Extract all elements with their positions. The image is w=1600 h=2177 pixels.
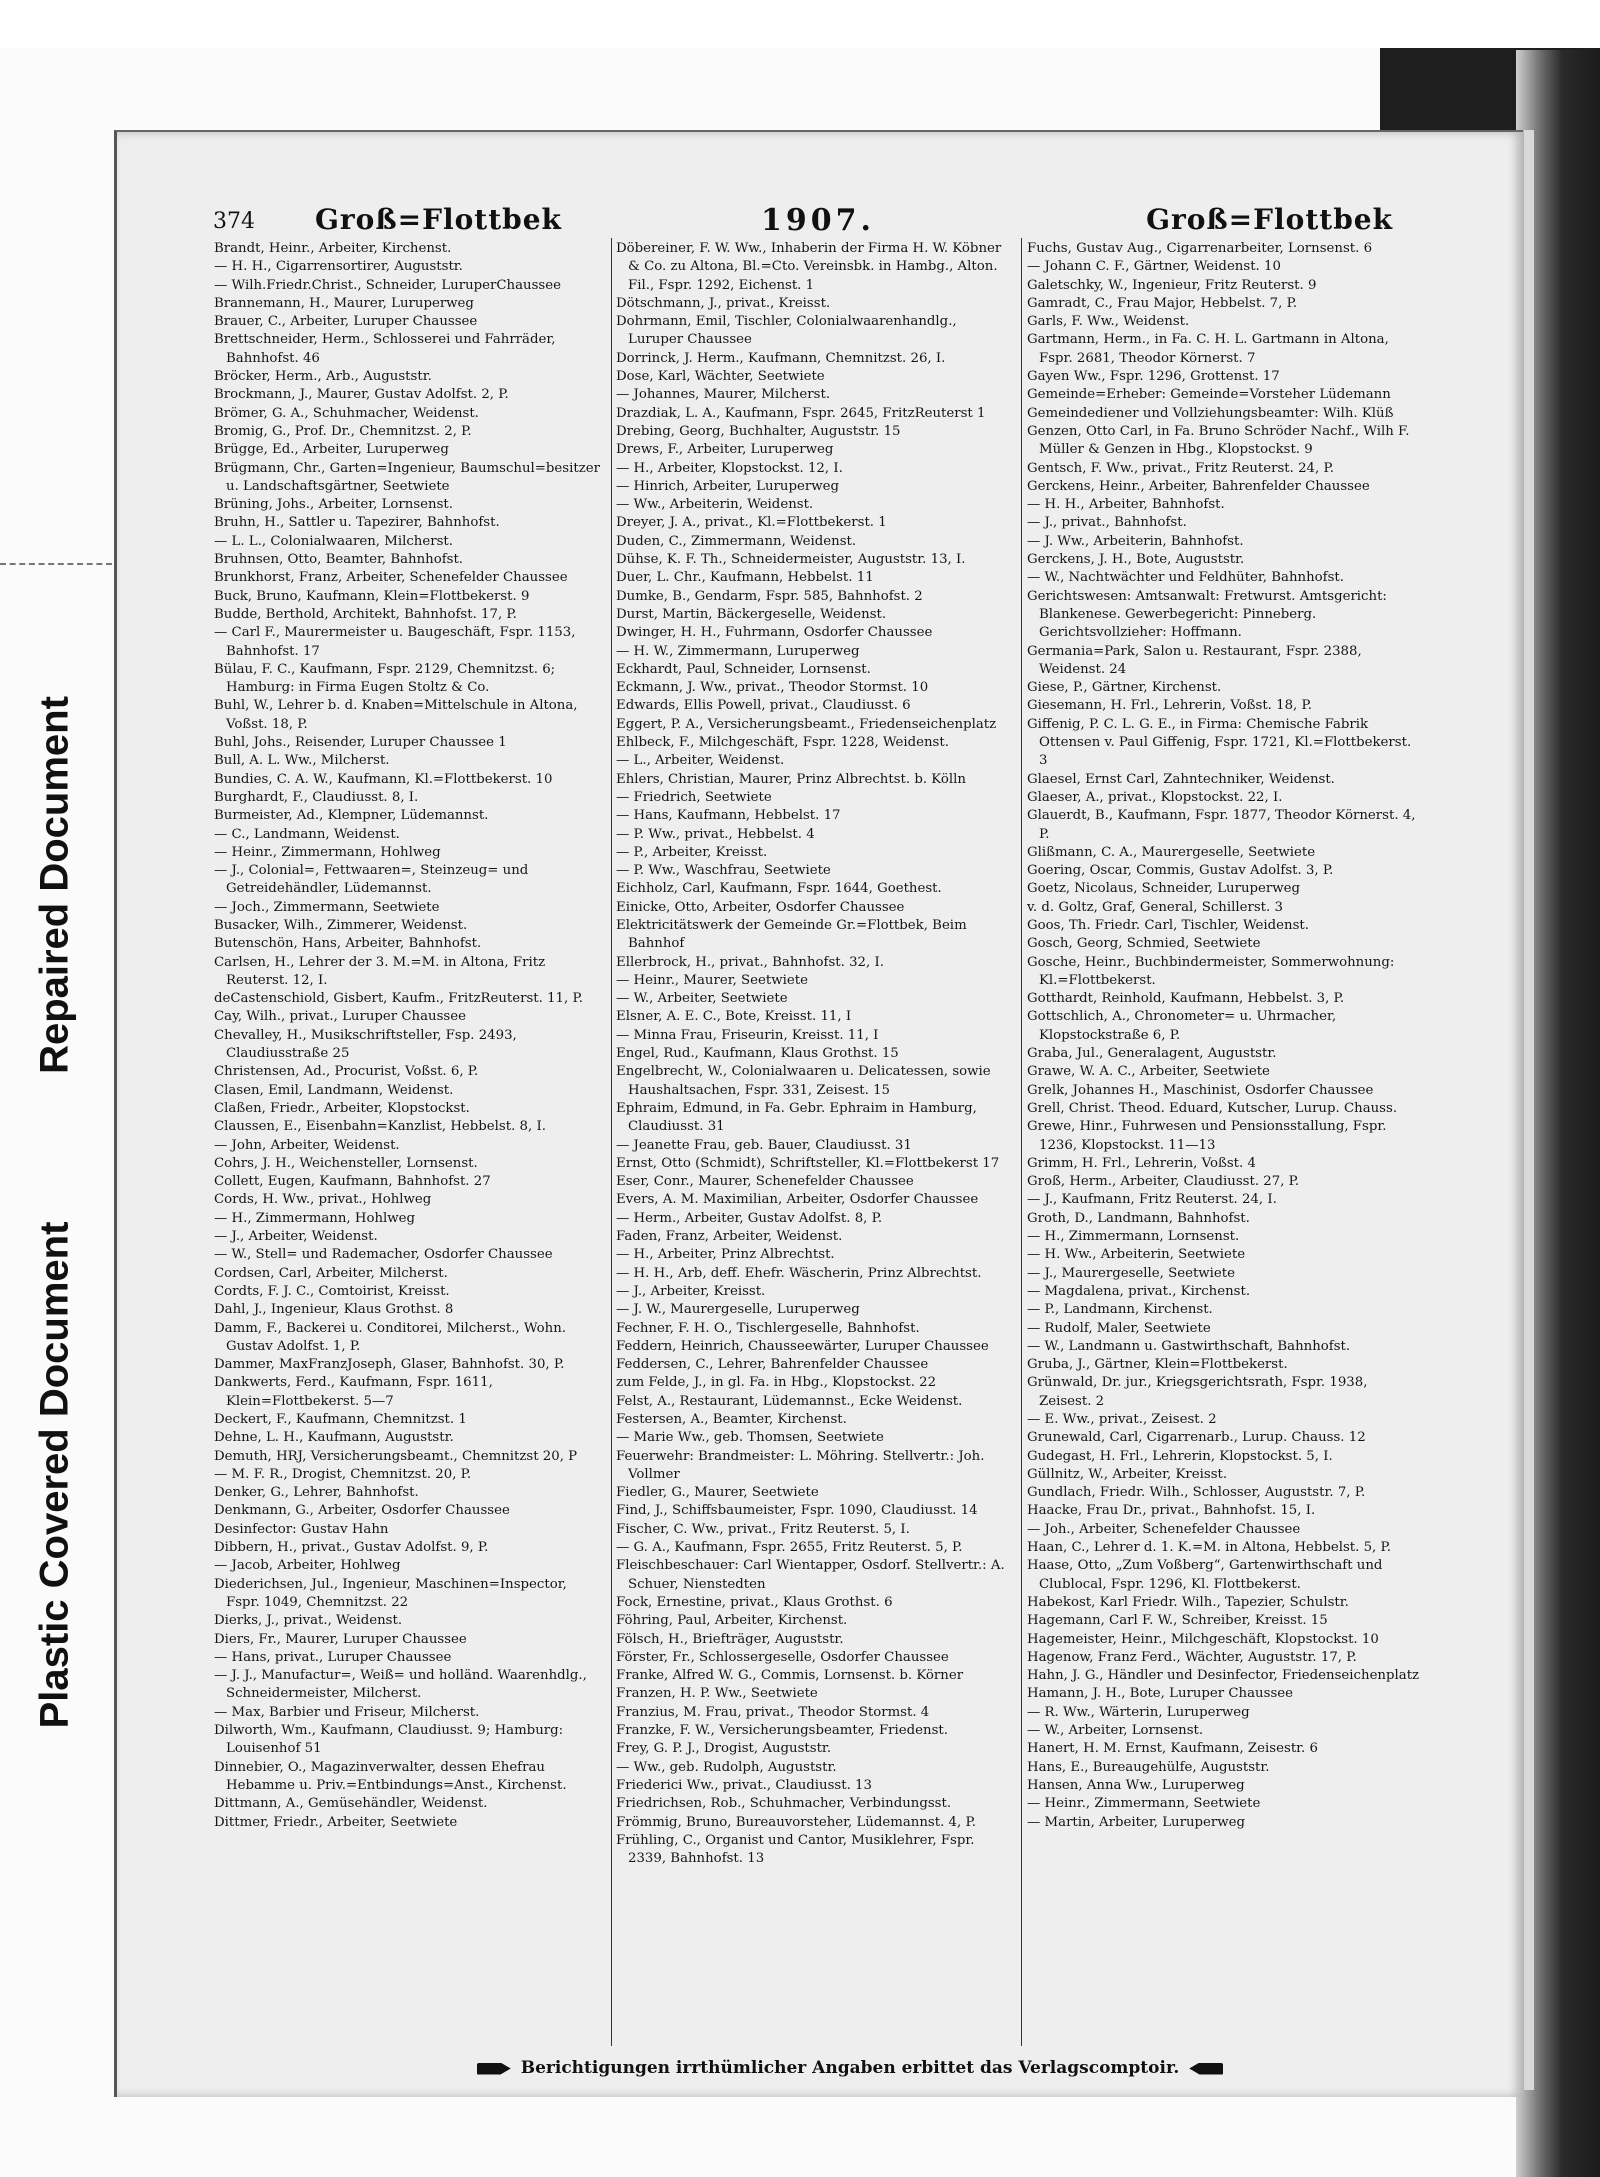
directory-entry: Brettschneider, Herm., Schlosserei und Fahrräder, Bahnhofst. 46 bbox=[214, 332, 556, 366]
directory-entry: Drews, F., Arbeiter, Luruperweg bbox=[616, 442, 834, 458]
directory-entry: — Heinr., Maurer, Seetwiete bbox=[616, 972, 808, 988]
directory-entry: Duden, C., Zimmermann, Weidenst. bbox=[616, 533, 857, 549]
directory-entry: — H., Arbeiter, Klopstockst. 12, I. bbox=[616, 460, 843, 476]
directory-entry: Ellerbrock, H., privat., Bahnhofst. 32, I. bbox=[616, 954, 884, 970]
directory-entry: Dehne, L. H., Kaufmann, Auguststr. bbox=[214, 1430, 454, 1446]
directory-entry: — Ww., Arbeiterin, Weidenst. bbox=[616, 497, 814, 513]
directory-entry: Brauer, C., Arbeiter, Luruper Chaussee bbox=[214, 314, 478, 330]
directory-entry: Frühling, C., Organist und Cantor, Musiklehrer, Fspr. 2339, Bahnhofst. 13 bbox=[616, 1832, 975, 1867]
directory-entry: — Johannes, Maurer, Milcherst. bbox=[616, 387, 831, 403]
directory-entry: — H. H., Cigarrensortirer, Auguststr. bbox=[214, 259, 463, 275]
directory-entry: Brügmann, Chr., Garten=Ingenieur, Baumschul=besitzer u. Landschaftsgärtner, Seetwiete bbox=[214, 460, 600, 494]
directory-entry: — Carl F., Maurermeister u. Baugeschäft, Fspr. 1153, Bahnhofst. 17 bbox=[214, 625, 576, 659]
directory-entry: Dorrinck, J. Herm., Kaufmann, Chemnitzst. 26, I. bbox=[616, 350, 946, 366]
pointing-hand-icon bbox=[477, 2063, 511, 2075]
directory-entry: — Martin, Arbeiter, Luruperweg bbox=[1027, 1814, 1246, 1830]
directory-entry: Döbereiner, F. W. Ww., Inhaberin der Firma H. W. Köbner & Co. zu Altona, Bl.=Cto. Vereinsbk. in Hambg., Alton. Fil., Fspr. 1292, Eichenst. 1 bbox=[616, 241, 1002, 293]
directory-entry: Gemeinde=Erheber: Gemeinde=Vorsteher Lüdemann bbox=[1027, 387, 1391, 403]
directory-entry: — E. Ww., privat., Zeisest. 2 bbox=[1027, 1412, 1217, 1427]
directory-entry: Gosche, Heinr., Buchbindermeister, Sommerwohnung: Kl.=Flottbekerst. bbox=[1027, 954, 1395, 988]
directory-entry: Dittmann, A., Gemüsehändler, Weidenst. bbox=[214, 1796, 488, 1812]
directory-entry: Dohrmann, Emil, Tischler, Colonialwaarenhandlg., Luruper Chaussee bbox=[616, 314, 957, 348]
directory-entry: — Wilh.Friedr.Christ., Schneider, LuruperChaussee bbox=[214, 277, 561, 293]
directory-entry: Damm, F., Backerei u. Conditorei, Milcherst., Wohn. Gustav Adolfst. 1, P. bbox=[214, 1320, 567, 1354]
directory-entry: Fölsch, H., Briefträger, Auguststr. bbox=[616, 1631, 844, 1647]
directory-entry: — L. L., Colonialwaaren, Milcherst. bbox=[214, 533, 453, 549]
directory-entry: Dierks, J., privat., Weidenst. bbox=[214, 1613, 403, 1629]
directory-entry: Eichholz, Carl, Kaufmann, Fspr. 1644, Goethest. bbox=[616, 881, 942, 897]
directory-entry: Einicke, Otto, Arbeiter, Osdorfer Chaussee bbox=[616, 899, 905, 915]
directory-entry: Habekost, Karl Friedr. Wilh., Tapezier, Schulstr. bbox=[1027, 1594, 1349, 1610]
directory-entry: Edwards, Ellis Powell, privat., Claudiusst. 6 bbox=[616, 698, 911, 714]
directory-entry: — R. Ww., Wärterin, Luruperweg bbox=[1027, 1704, 1250, 1720]
directory-entry: Gartmann, Herm., in Fa. C. H. L. Gartmann in Altona, Fspr. 2681, Theodor Körnerst. 7 bbox=[1027, 332, 1389, 366]
running-title-left: Groß=Flottbek bbox=[315, 203, 562, 236]
directory-entry: Durst, Martin, Bäckergeselle, Weidenst. bbox=[616, 606, 887, 622]
directory-entry: Carlsen, H., Lehrer der 3. M.=M. in Altona, Fritz Reuterst. 12, I. bbox=[214, 954, 546, 988]
directory-entry: Diers, Fr., Maurer, Luruper Chaussee bbox=[214, 1631, 467, 1647]
directory-entry: Gotthardt, Reinhold, Kaufmann, Hebbelst. 3, P. bbox=[1027, 991, 1345, 1007]
directory-column-3 bbox=[1027, 240, 1423, 2045]
directory-entry: — J., Maurergeselle, Seetwiete bbox=[1027, 1265, 1235, 1281]
directory-entry: Glauerdt, B., Kaufmann, Fspr. 1877, Theodor Körnerst. 4, P. bbox=[1027, 808, 1416, 842]
directory-entry: Goos, Th. Friedr. Carl, Tischler, Weidenst. bbox=[1027, 917, 1309, 933]
pointing-hand-icon bbox=[1189, 2063, 1223, 2075]
directory-entry: Cords, H. Ww., privat., Hohlweg bbox=[214, 1192, 432, 1208]
directory-entry: Glaeser, A., privat., Klopstockst. 22, I. bbox=[1027, 789, 1283, 805]
directory-entry: — P., Arbeiter, Kreisst. bbox=[616, 844, 768, 860]
directory-entry: Diederichsen, Jul., Ingenieur, Maschinen=Inspector, Fspr. 1049, Chemnitzst. 22 bbox=[214, 1576, 567, 1610]
directory-entry: Drebing, Georg, Buchhalter, Auguststr. 15 bbox=[616, 423, 901, 439]
directory-entry: — Rudolf, Maler, Seetwiete bbox=[1027, 1320, 1211, 1336]
directory-entry: Hanert, H. M. Ernst, Kaufmann, Zeisestr. 6 bbox=[1027, 1741, 1318, 1757]
directory-entry: Hagenow, Franz Ferd., Wächter, Auguststr. 17, P. bbox=[1027, 1649, 1357, 1665]
directory-entry: Busacker, Wilh., Zimmerer, Weidenst. bbox=[214, 917, 468, 933]
directory-entry: Gentsch, F. Ww., privat., Fritz Reuterst. 24, P. bbox=[1027, 460, 1334, 476]
directory-entry: Franzke, F. W., Versicherungsbeamter, Friedenst. bbox=[616, 1723, 948, 1739]
directory-entry: Hamann, J. H., Bote, Luruper Chaussee bbox=[1027, 1686, 1294, 1702]
directory-entry: zum Felde, J., in gl. Fa. in Hbg., Klopstockst. 22 bbox=[616, 1375, 937, 1391]
directory-entry: Butenschön, Hans, Arbeiter, Bahnhofst. bbox=[214, 936, 482, 952]
directory-entry: — C., Landmann, Weidenst. bbox=[214, 826, 400, 842]
directory-entry: Hansen, Anna Ww., Luruperweg bbox=[1027, 1777, 1245, 1793]
directory-entry: — J., Colonial=, Fettwaaren=, Steinzeug= und Getreidehändler, Lüdemannst. bbox=[214, 863, 529, 897]
directory-entry: Felst, A., Restaurant, Lüdemannst., Ecke Weidenst. bbox=[616, 1393, 963, 1409]
directory-entry: Cay, Wilh., privat., Luruper Chaussee bbox=[214, 1009, 466, 1025]
directory-entry: Bromig, G., Prof. Dr., Chemnitzst. 2, P. bbox=[214, 423, 472, 439]
directory-entry: Engelbrecht, W., Colonialwaaren u. Delicatessen, sowie Haushaltsachen, Fspr. 331, Zeisest. 15 bbox=[616, 1064, 991, 1098]
directory-entry: Giese, P., Gärtner, Kirchenst. bbox=[1027, 680, 1222, 696]
directory-entry: Bruhnsen, Otto, Beamter, Bahnhofst. bbox=[214, 552, 464, 568]
directory-entry: Buhl, W., Lehrer b. d. Knaben=Mittelschule in Altona, Voßst. 18, P. bbox=[214, 698, 578, 732]
directory-entry: Dinnebier, O., Magazinverwalter, dessen Ehefrau Hebamme u. Priv.=Entbindungs=Anst., Kirchenst. bbox=[214, 1759, 567, 1793]
directory-entry: — W., Nachtwächter und Feldhüter, Bahnhofst. bbox=[1027, 570, 1344, 586]
directory-entry: Brockmann, J., Maurer, Gustav Adolfst. 2, P. bbox=[214, 387, 509, 403]
directory-entry: — Heinr., Zimmermann, Seetwiete bbox=[1027, 1796, 1261, 1812]
directory-entry: — Max, Barbier und Friseur, Milcherst. bbox=[214, 1704, 480, 1720]
directory-entry: — W., Landmann u. Gastwirthschaft, Bahnhofst. bbox=[1027, 1338, 1351, 1354]
directory-entry: Friederici Ww., privat., Claudiusst. 13 bbox=[616, 1777, 872, 1793]
directory-entry: — P. Ww., privat., Hebbelst. 4 bbox=[616, 826, 815, 842]
directory-entry: Glaesel, Ernst Carl, Zahntechniker, Weidenst. bbox=[1027, 771, 1335, 787]
directory-entry: Dötschmann, J., privat., Kreisst. bbox=[616, 295, 831, 311]
directory-entry: — Jeanette Frau, geb. Bauer, Claudiusst. 31 bbox=[616, 1137, 912, 1153]
directory-entry: — Johann C. F., Gärtner, Weidenst. 10 bbox=[1027, 259, 1281, 275]
directory-entry: Brunkhorst, Franz, Arbeiter, Schenefelder Chaussee bbox=[214, 570, 568, 586]
directory-entry: Grunewald, Carl, Cigarrenarb., Lurup. Chauss. 12 bbox=[1027, 1430, 1366, 1446]
directory-entry: — H., Arbeiter, Prinz Albrechtst. bbox=[616, 1247, 835, 1263]
directory-entry: Feddersen, C., Lehrer, Bahrenfelder Chaussee bbox=[616, 1357, 929, 1373]
directory-entry: Eckmann, J. Ww., privat., Theodor Stormst. 10 bbox=[616, 680, 929, 696]
directory-entry: — Minna Frau, Friseurin, Kreisst. 11, I bbox=[616, 1027, 879, 1043]
directory-entry: Evers, A. M. Maximilian, Arbeiter, Osdorfer Chaussee bbox=[616, 1192, 979, 1208]
directory-entry: Claßen, Friedr., Arbeiter, Klopstockst. bbox=[214, 1100, 470, 1116]
directory-entry: Clasen, Emil, Landmann, Weidenst. bbox=[214, 1082, 454, 1098]
directory-entry: Dühse, K. F. Th., Schneidermeister, Auguststr. 13, I. bbox=[616, 552, 966, 568]
directory-entry: Elektricitätswerk der Gemeinde Gr.=Flottbek, Beim Bahnhof bbox=[616, 917, 967, 952]
directory-entry: deCastenschiold, Gisbert, Kaufm., FritzReuterst. 11, P. bbox=[214, 991, 583, 1007]
directory-entry: Grawe, W. A. C., Arbeiter, Seetwiete bbox=[1027, 1064, 1270, 1080]
directory-entry: Dibbern, H., privat., Gustav Adolfst. 9, P. bbox=[214, 1540, 489, 1556]
directory-entry: Franke, Alfred W. G., Commis, Lornsenst. b. Körner bbox=[616, 1668, 964, 1684]
directory-entry: — H. Ww., Arbeiterin, Seetwiete bbox=[1027, 1247, 1246, 1263]
directory-entry: Graba, Jul., Generalagent, Auguststr. bbox=[1027, 1046, 1277, 1062]
directory-entry: Gemeindediener und Vollziehungsbeamter: Wilh. Klüß bbox=[1027, 405, 1394, 421]
directory-entry: Grell, Christ. Theod. Eduard, Kutscher, Lurup. Chauss. bbox=[1027, 1100, 1398, 1116]
directory-entry: Fischer, C. Ww., privat., Fritz Reuterst. 5, I. bbox=[616, 1521, 910, 1537]
directory-entry: Grimm, H. Frl., Lehrerin, Voßst. 4 bbox=[1027, 1155, 1256, 1171]
directory-entry: Duer, L. Chr., Kaufmann, Hebbelst. 11 bbox=[616, 570, 874, 586]
directory-entry: — Joch., Zimmermann, Seetwiete bbox=[214, 899, 440, 915]
directory-entry: Brömer, G. A., Schuhmacher, Weidenst. bbox=[214, 405, 479, 421]
directory-column-1 bbox=[214, 240, 604, 2045]
directory-entry: Garls, F. Ww., Weidenst. bbox=[1027, 314, 1190, 330]
directory-entry: — J., Kaufmann, Fritz Reuterst. 24, I. bbox=[1027, 1192, 1277, 1208]
directory-entry: — H. W., Zimmermann, Luruperweg bbox=[616, 643, 860, 659]
directory-entry: Haan, C., Lehrer d. 1. K.=M. in Altona, Hebbelst. 5, P. bbox=[1027, 1540, 1391, 1556]
directory-entry: Fuchs, Gustav Aug., Cigarrenarbeiter, Lornsenst. 6 bbox=[1027, 241, 1373, 256]
directory-entry: Bull, A. L. Ww., Milcherst. bbox=[214, 753, 390, 769]
directory-entry: — J., Arbeiter, Weidenst. bbox=[214, 1229, 378, 1245]
directory-entry: — Herm., Arbeiter, Gustav Adolfst. 8, P. bbox=[616, 1210, 883, 1226]
directory-entry: Friedrichsen, Rob., Schuhmacher, Verbindungsst. bbox=[616, 1796, 952, 1812]
directory-entry: Dankwerts, Ferd., Kaufmann, Fspr. 1611, Klein=Flottbekerst. 5—7 bbox=[214, 1375, 493, 1409]
directory-entry: Gottschlich, A., Chronometer= u. Uhrmacher, Klopstockstraße 6, P. bbox=[1027, 1009, 1337, 1043]
directory-entry: — W., Arbeiter, Seetwiete bbox=[616, 991, 788, 1007]
directory-entry: — J. Ww., Arbeiterin, Bahnhofst. bbox=[1027, 533, 1244, 549]
directory-entry: Galetschky, W., Ingenieur, Fritz Reuterst. 9 bbox=[1027, 277, 1317, 293]
directory-entry: Festersen, A., Beamter, Kirchenst. bbox=[616, 1412, 847, 1427]
directory-entry: Grewe, Hinr., Fuhrwesen und Pensionsstallung, Fspr. 1236, Klopstockst. 11—13 bbox=[1027, 1119, 1387, 1153]
directory-entry: Germania=Park, Salon u. Restaurant, Fspr. 2388, Weidenst. 24 bbox=[1027, 643, 1362, 677]
directory-entry: Genzen, Otto Carl, in Fa. Bruno Schröder Nachf., Wilh F. Müller & Genzen in Hbg., Klopstockst. 9 bbox=[1027, 423, 1410, 458]
directory-entry: Föhring, Paul, Arbeiter, Kirchenst. bbox=[616, 1613, 848, 1629]
directory-entry: Haacke, Frau Dr., privat., Bahnhofst. 15, I. bbox=[1027, 1503, 1316, 1519]
directory-entry: Elsner, A. E. C., Bote, Kreisst. 11, I bbox=[616, 1009, 852, 1025]
directory-entry: — H., Zimmermann, Lornsenst. bbox=[1027, 1229, 1240, 1245]
directory-entry: Gerckens, Heinr., Arbeiter, Bahrenfelder Chaussee bbox=[1027, 478, 1370, 494]
directory-entry: — Heinr., Zimmermann, Hohlweg bbox=[214, 844, 441, 860]
directory-entry: Buhl, Johs., Reisender, Luruper Chaussee 1 bbox=[214, 735, 507, 751]
repaired-label-text: Repaired Document bbox=[32, 696, 77, 1074]
directory-entry: Drazdiak, L. A., Kaufmann, Fspr. 2645, FritzReuterst 1 bbox=[616, 405, 986, 421]
directory-entry: — Jacob, Arbeiter, Hohlweg bbox=[214, 1558, 401, 1574]
column-rule bbox=[611, 238, 612, 2046]
repaired-document-label bbox=[22, 600, 88, 1170]
directory-entry: Ephraim, Edmund, in Fa. Gebr. Ephraim in Hamburg, Claudiusst. 31 bbox=[616, 1100, 977, 1135]
directory-entry: Gruba, J., Gärtner, Klein=Flottbekerst. bbox=[1027, 1357, 1288, 1373]
directory-entry: Gerckens, J. H., Bote, Auguststr. bbox=[1027, 552, 1245, 568]
directory-entry: Deckert, F., Kaufmann, Chemnitzst. 1 bbox=[214, 1412, 467, 1427]
directory-entry: Gayen Ww., Fspr. 1296, Grottenst. 17 bbox=[1027, 369, 1280, 385]
directory-entry: Förster, Fr., Schlossergeselle, Osdorfer Chaussee bbox=[616, 1649, 949, 1665]
directory-entry: — L., Arbeiter, Weidenst. bbox=[616, 753, 785, 769]
directory-entry: — H. H., Arbeiter, Bahnhofst. bbox=[1027, 497, 1225, 513]
directory-entry: — P., Landmann, Kirchenst. bbox=[1027, 1302, 1213, 1318]
directory-entry: Eggert, P. A., Versicherungsbeamt., Friedenseichenplatz bbox=[616, 716, 997, 732]
footer-text: Berichtigungen irrthümlicher Angaben erbittet das Verlagscomptoir. bbox=[520, 2058, 1180, 2078]
directory-entry: — P. Ww., Waschfrau, Seetwiete bbox=[616, 863, 831, 879]
directory-entry: Franzen, H. P. Ww., Seetwiete bbox=[616, 1686, 818, 1702]
divider-dashed bbox=[0, 563, 112, 565]
directory-entry: Grünwald, Dr. jur., Kriegsgerichtsrath, Fspr. 1938, Zeisest. 2 bbox=[1027, 1375, 1368, 1409]
directory-entry: — J. W., Maurergeselle, Luruperweg bbox=[616, 1302, 860, 1318]
directory-entry: Christensen, Ad., Procurist, Voßst. 6, P. bbox=[214, 1064, 479, 1080]
column-rule bbox=[1021, 238, 1022, 2046]
directory-entry: Hans, E., Bureaugehülfe, Auguststr. bbox=[1027, 1759, 1270, 1775]
directory-entry: v. d. Goltz, Graf, General, Schillerst. 3 bbox=[1027, 899, 1283, 915]
directory-entry: Goering, Oscar, Commis, Gustav Adolfst. 3, P. bbox=[1027, 863, 1334, 879]
directory-entry: Eser, Conr., Maurer, Schenefelder Chaussee bbox=[616, 1174, 914, 1190]
directory-entry: Hagemeister, Heinr., Milchgeschäft, Klopstockst. 10 bbox=[1027, 1631, 1379, 1647]
directory-entry: Brüning, Johs., Arbeiter, Lornsenst. bbox=[214, 497, 453, 513]
directory-entry: Collett, Eugen, Kaufmann, Bahnhofst. 27 bbox=[214, 1174, 491, 1190]
page-header bbox=[213, 203, 1393, 237]
directory-entry: — John, Arbeiter, Weidenst. bbox=[214, 1137, 400, 1153]
running-title-right: Groß=Flottbek bbox=[1146, 203, 1393, 236]
directory-entry: Gudegast, H. Frl., Lehrerin, Klopstockst. 5, I. bbox=[1027, 1448, 1333, 1464]
directory-entry: — Marie Ww., geb. Thomsen, Seetwiete bbox=[616, 1430, 884, 1446]
directory-entry: Denkmann, G., Arbeiter, Osdorfer Chaussee bbox=[214, 1503, 510, 1519]
directory-entry: Faden, Franz, Arbeiter, Weidenst. bbox=[616, 1229, 843, 1245]
directory-entry: Dilworth, Wm., Kaufmann, Claudiusst. 9; Hamburg: Louisenhof 51 bbox=[214, 1723, 564, 1757]
directory-entry: Feuerwehr: Brandmeister: L. Möhring. Stellvertr.: Joh. Vollmer bbox=[616, 1448, 985, 1482]
directory-entry: Giffenig, P. C. L. G. E., in Firma: Chemische Fabrik Ottensen v. Paul Giffenig, Fspr. 1721, Kl.=Flottbekerst. 3 bbox=[1027, 716, 1412, 769]
next-page-edge bbox=[1524, 130, 1534, 2090]
directory-entry: Franzius, M. Frau, privat., Theodor Stormst. 4 bbox=[616, 1704, 930, 1720]
directory-entry: — W., Stell= und Rademacher, Osdorfer Chaussee bbox=[214, 1247, 553, 1263]
directory-entry: Bruhn, H., Sattler u. Tapezirer, Bahnhofst. bbox=[214, 515, 500, 531]
directory-entry: — Hans, Kaufmann, Hebbelst. 17 bbox=[616, 808, 841, 824]
page-footer bbox=[420, 2058, 1280, 2078]
year-heading: 1907. bbox=[761, 203, 875, 238]
directory-column-2 bbox=[616, 240, 1012, 2045]
directory-entry: Demuth, HRJ, Versicherungsbeamt., Chemnitzst 20, P bbox=[214, 1448, 578, 1464]
directory-entry: Dose, Karl, Wächter, Seetwiete bbox=[616, 369, 825, 385]
plastic-covered-label bbox=[22, 1195, 88, 1755]
directory-entry: Goetz, Nicolaus, Schneider, Luruperweg bbox=[1027, 881, 1301, 897]
directory-entry: Hahn, J. G., Händler und Desinfector, Friedenseichenplatz bbox=[1027, 1668, 1420, 1684]
directory-entry: Brügge, Ed., Arbeiter, Luruperweg bbox=[214, 442, 449, 458]
directory-entry: Grelk, Johannes H., Maschinist, Osdorfer Chaussee bbox=[1027, 1082, 1374, 1098]
directory-entry: Gamradt, C., Frau Major, Hebbelst. 7, P. bbox=[1027, 295, 1298, 311]
directory-entry: Ehlers, Christian, Maurer, Prinz Albrechtst. b. Kölln bbox=[616, 771, 966, 787]
directory-entry: Fock, Ernestine, privat., Klaus Grothst. 6 bbox=[616, 1594, 893, 1610]
directory-entry: Eckhardt, Paul, Schneider, Lornsenst. bbox=[616, 661, 871, 677]
directory-entry: Cordts, F. J. C., Comtoirist, Kreisst. bbox=[214, 1283, 450, 1299]
directory-entry: Hagemann, Carl F. W., Schreiber, Kreisst. 15 bbox=[1027, 1613, 1328, 1629]
directory-entry: — Magdalena, privat., Kirchenst. bbox=[1027, 1283, 1251, 1299]
directory-entry: Brandt, Heinr., Arbeiter, Kirchenst. bbox=[214, 241, 452, 256]
directory-entry: — Hinrich, Arbeiter, Luruperweg bbox=[616, 478, 839, 494]
directory-entry: — H., Zimmermann, Hohlweg bbox=[214, 1210, 416, 1226]
directory-entry: Bundies, C. A. W., Kaufmann, Kl.=Flottbekerst. 10 bbox=[214, 771, 553, 787]
directory-entry: Gerichtswesen: Amtsanwalt: Fretwurst. Amtsgericht: Blankenese. Gewerbegericht: Pinneberg. Gerichtsvollzieher: Hoffmann. bbox=[1027, 588, 1387, 641]
directory-entry: Ehlbeck, F., Milchgeschäft, Fspr. 1228, Weidenst. bbox=[616, 735, 949, 751]
directory-entry: Fechner, F. H. O., Tischlergeselle, Bahnhofst. bbox=[616, 1320, 920, 1336]
directory-entry: Dreyer, J. A., privat., Kl.=Flottbekerst. 1 bbox=[616, 515, 887, 531]
directory-entry: — J., Arbeiter, Kreisst. bbox=[616, 1283, 766, 1299]
directory-entry: — J. J., Manufactur=, Weiß= und holländ. Waarenhdlg., Schneidermeister, Milcherst. bbox=[214, 1668, 587, 1702]
directory-entry: Frey, G. P. J., Drogist, Auguststr. bbox=[616, 1741, 832, 1757]
directory-entry: Burmeister, Ad., Klempner, Lüdemannst. bbox=[214, 808, 489, 824]
directory-entry: — H. H., Arb, deff. Ehefr. Wäscherin, Prinz Albrechtst. bbox=[616, 1265, 982, 1281]
directory-entry: Cohrs, J. H., Weichensteller, Lornsenst. bbox=[214, 1155, 478, 1171]
directory-entry: Gosch, Georg, Schmied, Seetwiete bbox=[1027, 936, 1261, 952]
directory-entry: Cordsen, Carl, Arbeiter, Milcherst. bbox=[214, 1265, 448, 1281]
directory-entry: Budde, Berthold, Architekt, Bahnhofst. 17, P. bbox=[214, 606, 517, 622]
directory-entry: Groß, Herm., Arbeiter, Claudiusst. 27, P. bbox=[1027, 1174, 1300, 1190]
directory-entry: — J., privat., Bahnhofst. bbox=[1027, 515, 1187, 531]
directory-entry: Groth, D., Landmann, Bahnhofst. bbox=[1027, 1210, 1250, 1226]
directory-entry: Buck, Bruno, Kaufmann, Klein=Flottbekerst. 9 bbox=[214, 588, 530, 604]
directory-entry: Dwinger, H. H., Fuhrmann, Osdorfer Chaussee bbox=[616, 625, 933, 641]
directory-entry: Dumke, B., Gendarm, Fspr. 585, Bahnhofst. 2 bbox=[616, 588, 923, 604]
directory-entry: — G. A., Kaufmann, Fspr. 2655, Fritz Reuterst. 5, P. bbox=[616, 1540, 963, 1556]
directory-entry: Fleischbeschauer: Carl Wientapper, Osdorf. Stellvertr.: A. Schuer, Nienstedten bbox=[616, 1558, 1005, 1592]
directory-entry: Engel, Rud., Kaufmann, Klaus Grothst. 15 bbox=[616, 1046, 899, 1062]
directory-entry: Fiedler, G., Maurer, Seetwiete bbox=[616, 1485, 819, 1501]
directory-entry: Chevalley, H., Musikschriftsteller, Fsp. 2493, Claudiusstraße 25 bbox=[214, 1027, 517, 1062]
directory-entry: Frömmig, Bruno, Bureauvorsteher, Lüdemannst. 4, P. bbox=[616, 1814, 976, 1830]
directory-entry: Dittmer, Friedr., Arbeiter, Seetwiete bbox=[214, 1814, 458, 1830]
directory-entry: Dahl, J., Ingenieur, Klaus Grothst. 8 bbox=[214, 1302, 454, 1318]
directory-entry: — W., Arbeiter, Lornsenst. bbox=[1027, 1723, 1204, 1739]
directory-entry: Glißmann, C. A., Maurergeselle, Seetwiete bbox=[1027, 844, 1316, 860]
directory-entry: Brannemann, H., Maurer, Luruperweg bbox=[214, 295, 474, 311]
directory-entry: Haase, Otto, „Zum Voßberg“, Gartenwirthschaft und Clublocal, Fspr. 1296, Kl. Flottbekerst. bbox=[1027, 1558, 1383, 1592]
page-number: 374 bbox=[213, 209, 255, 234]
directory-entry: Giesemann, H. Frl., Lehrerin, Voßst. 18, P. bbox=[1027, 698, 1312, 714]
directory-entry: Burghardt, F., Claudiusst. 8, I. bbox=[214, 789, 419, 805]
directory-entry: — Ww., geb. Rudolph, Auguststr. bbox=[616, 1759, 837, 1775]
directory-entry: Find, J., Schiffsbaumeister, Fspr. 1090, Claudiusst. 14 bbox=[616, 1503, 978, 1519]
directory-entry: Dammer, MaxFranzJoseph, Glaser, Bahnhofst. 30, P. bbox=[214, 1357, 565, 1373]
directory-entry: Feddern, Heinrich, Chausseewärter, Luruper Chaussee bbox=[616, 1338, 989, 1354]
plastic-label-text: Plastic Covered Document bbox=[32, 1221, 77, 1729]
directory-entry: Claussen, E., Eisenbahn=Kanzlist, Hebbelst. 8, I. bbox=[214, 1119, 546, 1135]
directory-entry: Denker, G., Lehrer, Bahnhofst. bbox=[214, 1485, 419, 1501]
directory-entry: Desinfector: Gustav Hahn bbox=[214, 1521, 389, 1537]
directory-entry: — Joh., Arbeiter, Schenefelder Chaussee bbox=[1027, 1521, 1301, 1537]
directory-entry: Güllnitz, W., Arbeiter, Kreisst. bbox=[1027, 1466, 1228, 1482]
directory-entry: — Friedrich, Seetwiete bbox=[616, 789, 772, 805]
directory-entry: — Hans, privat., Luruper Chaussee bbox=[214, 1649, 452, 1665]
directory-entry: Bülau, F. C., Kaufmann, Fspr. 2129, Chemnitzst. 6; Hamburg: in Firma Eugen Stoltz & Co. bbox=[214, 661, 556, 696]
directory-entry: — M. F. R., Drogist, Chemnitzst. 20, P. bbox=[214, 1466, 472, 1482]
directory-entry: Ernst, Otto (Schmidt), Schriftsteller, Kl.=Flottbekerst 17 bbox=[616, 1155, 1000, 1171]
directory-entry: Gundlach, Friedr. Wilh., Schlosser, Auguststr. 7, P. bbox=[1027, 1485, 1366, 1501]
directory-entry: Bröcker, Herm., Arb., Auguststr. bbox=[214, 369, 432, 385]
